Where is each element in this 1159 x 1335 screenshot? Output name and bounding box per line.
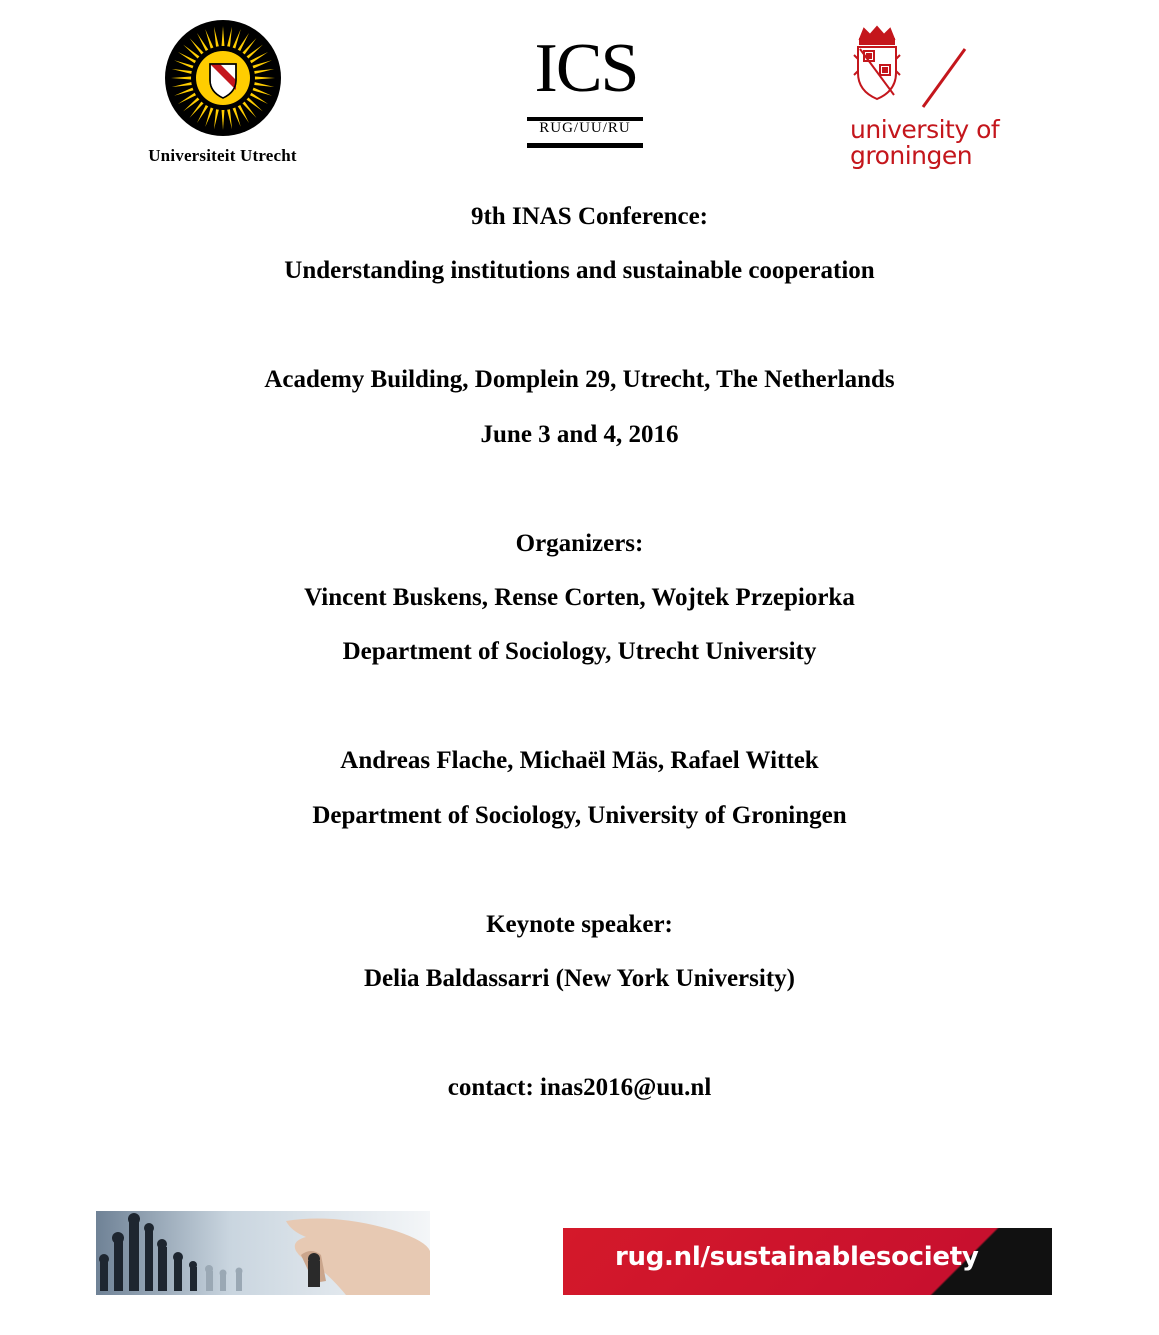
- chess-hand-illustration-icon: [96, 1211, 430, 1295]
- banner-url-text: rug.nl/sustainablesociety: [615, 1242, 979, 1272]
- conference-date: June 3 and 4, 2016: [480, 421, 679, 448]
- ics-title: ICS: [534, 30, 638, 107]
- chess-hand-image: [96, 1211, 430, 1295]
- organizers-rug-names: Andreas Flache, Michaël Mäs, Rafael Wittek: [340, 747, 819, 774]
- utrecht-sun-seal-icon: [163, 18, 283, 138]
- conference-subtitle: Understanding institutions and sustainable cooperation: [284, 257, 875, 284]
- organizers-heading: Organizers:: [515, 530, 644, 557]
- contact-email: contact: inas2016@uu.nl: [447, 1074, 712, 1101]
- utrecht-university-name: Universiteit Utrecht: [148, 146, 297, 165]
- keynote-speaker: Delia Baldassarri (New York University): [364, 965, 795, 992]
- organizers-uu-department: Department of Sociology, Utrecht University: [342, 638, 817, 665]
- groningen-wordmark: [850, 117, 999, 169]
- organizers-uu-names: Vincent Buskens, Rense Corten, Wojtek Przepiorka: [304, 584, 855, 611]
- groningen-university-logo: [845, 25, 1035, 175]
- groningen-slash-icon: [915, 47, 975, 109]
- organizers-rug-department: Department of Sociology, University of Groningen: [312, 802, 847, 829]
- ics-logo: [527, 30, 645, 152]
- keynote-heading: Keynote speaker:: [486, 911, 673, 938]
- conference-venue: Academy Building, Domplein 29, Utrecht, The Netherlands: [264, 366, 895, 393]
- groningen-crest-icon: [850, 25, 905, 105]
- conference-title: 9th INAS Conference:: [470, 203, 708, 230]
- groningen-wordmark-line2: groningen: [850, 141, 973, 170]
- utrecht-university-logo: [130, 18, 315, 170]
- ics-subtitle: RUG/UU/RU: [539, 120, 631, 136]
- sustainable-society-banner: [563, 1228, 1052, 1295]
- ics-bottom-bar: [527, 143, 643, 148]
- groningen-wordmark-line1: university of: [850, 115, 1000, 144]
